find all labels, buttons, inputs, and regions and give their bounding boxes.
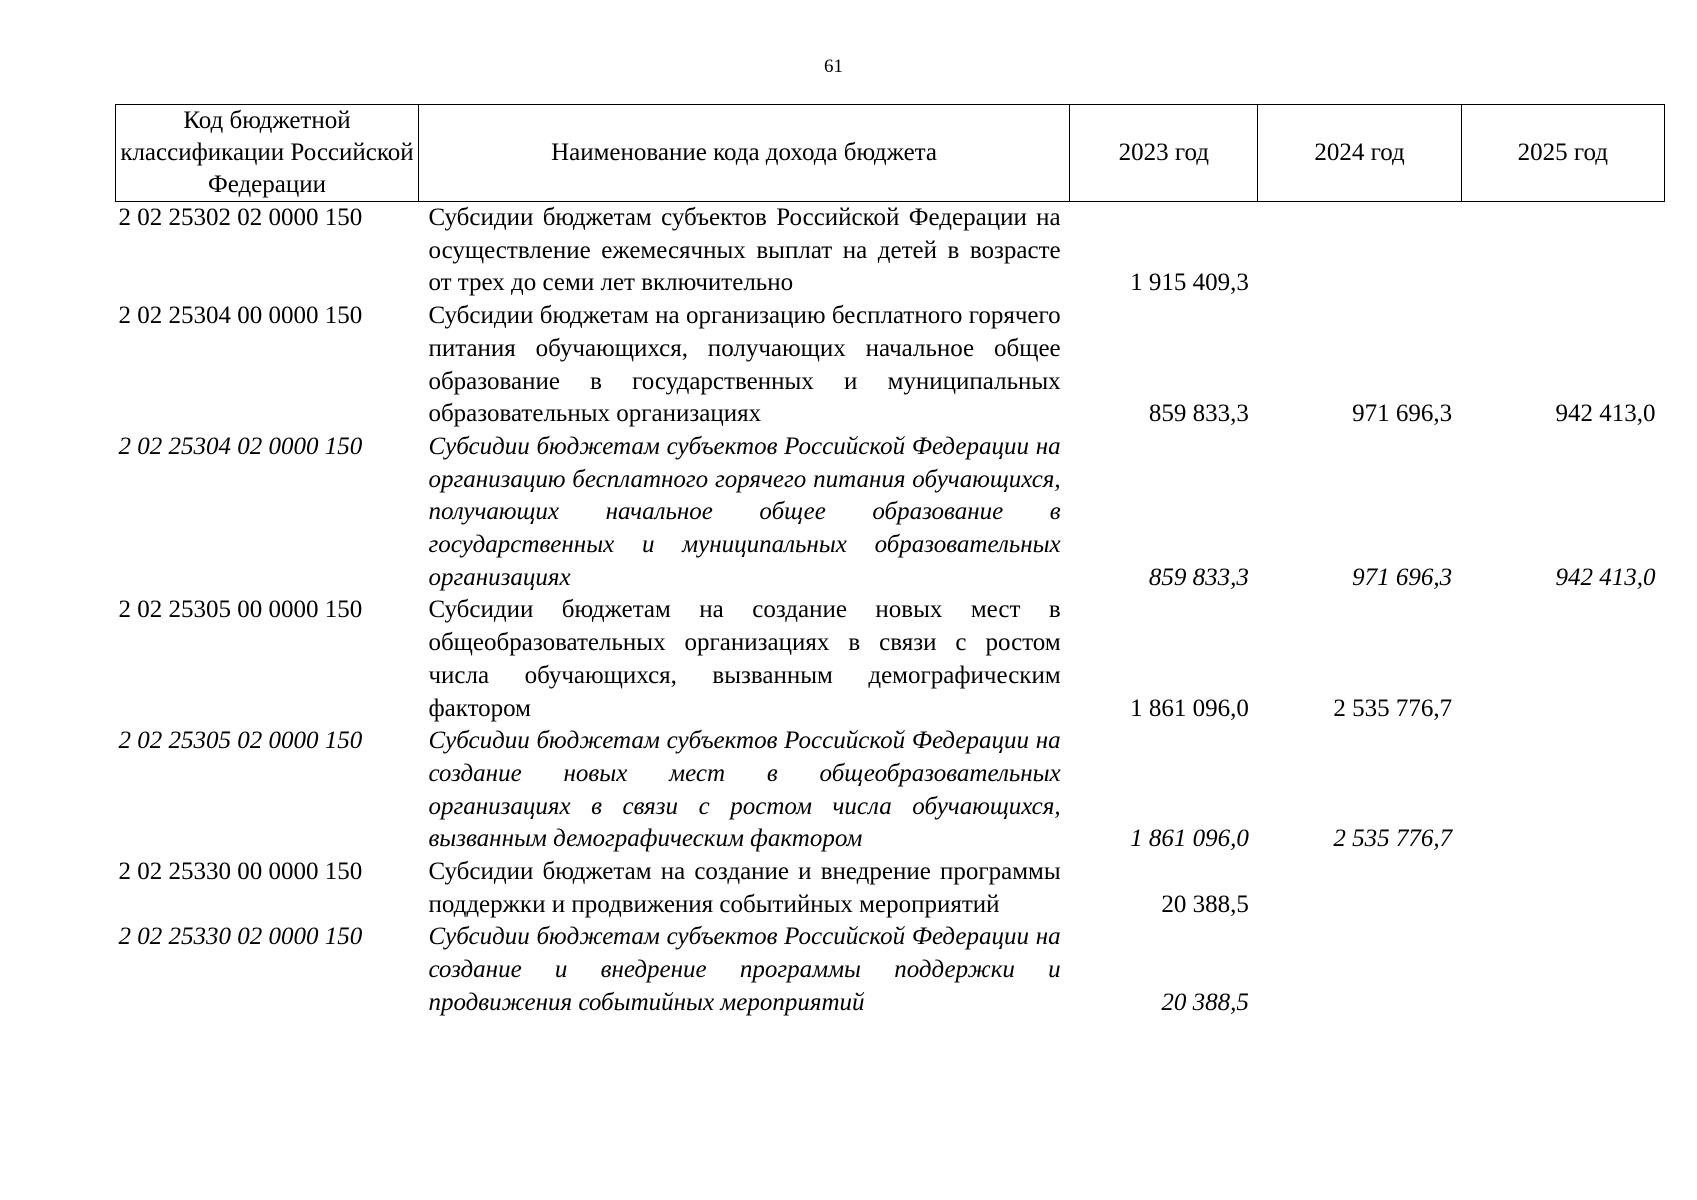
table-row [116,594,1665,725]
row-value-2024 [1258,856,1461,921]
header-code: Код бюджетной классификации Российской Федерации [116,105,419,202]
row-value-2023: 1 861 096,0 [1130,694,1249,722]
budget-revenue-table [115,104,1665,1020]
table-row [116,431,1665,595]
table-row [116,725,1665,856]
row-value-2023: 859 833,3 [1148,400,1249,428]
table-row [116,202,1665,301]
table-header-row [116,105,1665,202]
table-row [116,856,1665,921]
table-row [116,300,1665,431]
row-code: 2 02 25304 02 0000 150 [118,432,363,460]
row-name: Субсидии бюджетам на создание новых мест в общеобразовательных организациях в связи с ростом числа обучающихся, вызванным демографическим фактором [428,596,1061,722]
header-name: Наименование кода дохода бюджета [418,105,1069,202]
row-code: 2 02 25330 00 0000 150 [118,858,363,886]
row-code: 2 02 25302 02 0000 150 [118,204,363,231]
row-value-2023: 1 861 096,0 [1130,825,1249,853]
row-name: Субсидии бюджетам субъектов Российской Федерации на создание и внедрение программы поддержки и продвижения событийных мероприятий [428,923,1061,1016]
row-value-2023: 1 915 409,3 [1130,269,1249,297]
row-code: 2 02 25305 02 0000 150 [118,727,363,755]
table-row [116,921,1665,1019]
row-value-2024: 971 696,3 [1352,563,1453,591]
row-value-2025 [1461,594,1664,725]
row-name: Субсидии бюджетам субъектов Российской Федерации на осуществление ежемесячных выплат на детей в возрасте от трех до семи лет включительно [428,204,1061,297]
header-2025: 2025 год [1461,105,1664,202]
row-value-2025 [1461,725,1664,856]
row-value-2023: 20 388,5 [1161,890,1249,918]
row-code: 2 02 25330 02 0000 150 [118,923,363,951]
row-value-2025: 942 413,0 [1555,400,1656,428]
row-value-2023: 859 833,3 [1148,563,1249,591]
row-name: Субсидии бюджетам на создание и внедрение программы поддержки и продвижения событийных мероприятий [428,858,1061,918]
header-2024: 2024 год [1258,105,1461,202]
row-name: Субсидии бюджетам субъектов Российской Федерации на создание новых мест в общеобразовательных организациях в связи с ростом числа обучающихся, вызванным демографическим фактором [428,727,1061,853]
row-value-2024 [1258,202,1461,301]
row-value-2025 [1461,921,1664,1019]
row-code: 2 02 25304 00 0000 150 [118,302,363,330]
row-value-2025: 942 413,0 [1555,563,1656,591]
row-value-2023: 20 388,5 [1161,988,1249,1016]
row-value-2025 [1461,202,1664,301]
row-value-2025 [1461,856,1664,921]
page-number: 61 [824,56,843,77]
row-value-2024: 2 535 776,7 [1333,694,1453,722]
row-value-2024: 971 696,3 [1352,400,1453,428]
row-value-2024: 2 535 776,7 [1333,825,1453,853]
row-value-2024 [1258,921,1461,1019]
row-name: Субсидии бюджетам на организацию бесплатного горячего питания обучающихся, получающих начальное общее образование в государственных и муниципальных образовательных организациях [428,302,1061,428]
row-name: Субсидии бюджетам субъектов Российской Федерации на организацию бесплатного горячего питания обучающихся, получающих начальное общее образование в государственных и муниципальных образовательных организациях [428,432,1061,591]
row-code: 2 02 25305 00 0000 150 [118,596,363,624]
header-2023: 2023 год [1070,105,1258,202]
